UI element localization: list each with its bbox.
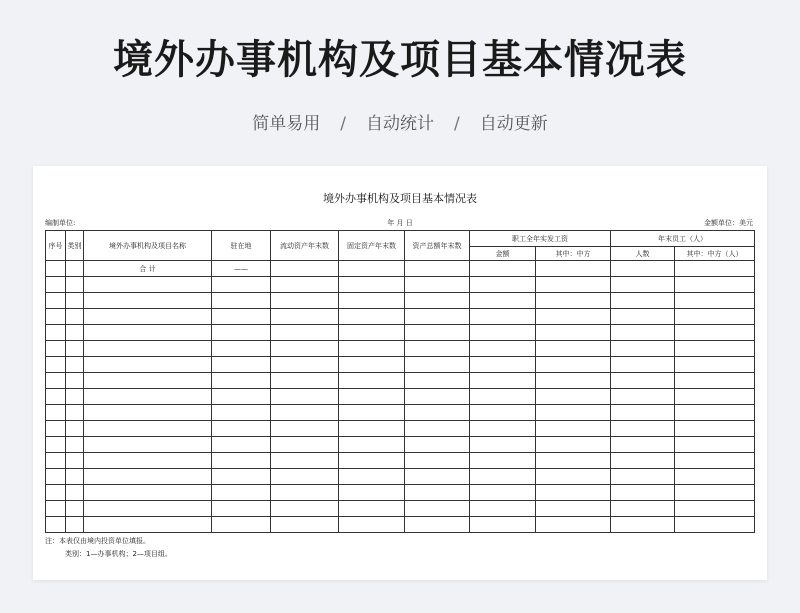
table-cell[interactable] [405,485,470,501]
table-cell[interactable] [339,293,405,309]
table-row [46,421,755,437]
table-cell[interactable] [66,261,84,277]
table-cell[interactable] [66,517,84,533]
table-cell[interactable] [675,421,755,437]
table-cell[interactable] [66,501,84,517]
table-cell[interactable] [675,517,755,533]
table-cell[interactable] [84,293,212,309]
date-label: 年 月 日 [387,219,413,227]
header-seq: 序号 [46,231,66,261]
table-cell[interactable] [271,453,339,469]
table-cell[interactable] [271,517,339,533]
table-cell[interactable] [84,389,212,405]
table-cell[interactable] [46,517,66,533]
table-cell[interactable] [536,485,611,501]
table-cell[interactable] [611,261,675,277]
table-cell[interactable] [271,293,339,309]
table-cell[interactable] [470,469,536,485]
table-cell[interactable] [470,325,536,341]
table-cell[interactable] [212,517,271,533]
table-cell[interactable] [84,453,212,469]
table-cell[interactable] [611,325,675,341]
table-row [46,357,755,373]
table-cell[interactable] [339,341,405,357]
table-cell[interactable] [405,293,470,309]
table-cell[interactable] [611,421,675,437]
table-cell[interactable] [339,309,405,325]
table-cell[interactable] [470,293,536,309]
feature-tag: 自动更新 [479,114,548,134]
table-cell[interactable] [611,469,675,485]
table-cell[interactable] [675,293,755,309]
header-wages-amount: 金额 [470,247,536,261]
table-cell[interactable] [46,389,66,405]
table-cell[interactable] [405,277,470,293]
page-title: 境外办事机构及项目基本情况表 [113,37,687,83]
table-cell[interactable] [405,261,470,277]
table-cell[interactable] [470,277,536,293]
table-cell[interactable] [271,485,339,501]
table-cell[interactable] [271,277,339,293]
table-cell[interactable] [675,405,755,421]
table-cell[interactable] [46,309,66,325]
table-cell[interactable] [611,501,675,517]
table-cell[interactable] [470,389,536,405]
table-cell[interactable] [212,357,271,373]
table-cell[interactable] [66,277,84,293]
table-cell[interactable] [611,485,675,501]
tag-separator: / [340,114,346,134]
table-cell[interactable] [84,517,212,533]
table-cell[interactable] [470,261,536,277]
table-row [46,501,755,517]
table-cell[interactable] [66,453,84,469]
table-row [46,405,755,421]
table-cell[interactable] [470,421,536,437]
header-current-assets: 流动资产年末数 [271,231,339,261]
table-cell[interactable] [611,405,675,421]
table-cell[interactable] [405,517,470,533]
table-cell[interactable] [339,261,405,277]
table-cell[interactable] [46,437,66,453]
header-fixed-assets: 固定资产年末数 [339,231,405,261]
table-cell[interactable] [405,453,470,469]
table-cell[interactable] [675,389,755,405]
table-cell[interactable] [271,501,339,517]
table-cell[interactable] [271,261,339,277]
table-cell[interactable] [675,261,755,277]
table-cell[interactable] [46,501,66,517]
table-cell[interactable] [675,453,755,469]
table-cell[interactable] [470,405,536,421]
header-staff-group: 年末员工（人） [611,231,755,247]
table-cell[interactable] [46,261,66,277]
table-cell[interactable] [611,373,675,389]
unit-label: 金额单位：美元 [704,219,753,227]
table-cell[interactable] [536,517,611,533]
table-cell[interactable] [470,517,536,533]
table-cell[interactable] [46,421,66,437]
table-row [46,469,755,485]
table-row [46,277,755,293]
table-cell[interactable] [536,437,611,453]
table-cell[interactable] [536,293,611,309]
table-cell[interactable] [536,389,611,405]
table-cell[interactable] [271,437,339,453]
table-cell[interactable] [405,437,470,453]
table-cell[interactable] [339,357,405,373]
table-cell[interactable] [46,277,66,293]
table-cell[interactable] [84,421,212,437]
table-cell[interactable] [611,517,675,533]
table-cell[interactable] [611,453,675,469]
table-cell[interactable] [271,405,339,421]
table-cell[interactable] [536,453,611,469]
table-cell[interactable] [66,437,84,453]
table-cell[interactable] [212,341,271,357]
table-cell[interactable] [405,357,470,373]
table-cell[interactable] [405,373,470,389]
table-cell[interactable] [84,325,212,341]
header-total-assets: 资产总额年末数 [405,231,470,261]
table-cell[interactable] [271,357,339,373]
table-cell[interactable] [212,277,271,293]
table-cell[interactable] [212,437,271,453]
table-cell[interactable] [675,437,755,453]
table-row [46,373,755,389]
table-cell[interactable] [271,421,339,437]
table-row [46,325,755,341]
total-label: 合 计 [84,261,212,277]
table-cell[interactable] [405,469,470,485]
feature-tags [0,112,800,136]
table-cell[interactable] [212,485,271,501]
table-cell[interactable] [339,453,405,469]
total-location-dash: —— [212,261,271,277]
document-title: 境外办事机构及项目基本情况表 [323,192,477,205]
table-cell[interactable] [212,501,271,517]
table-cell[interactable] [675,309,755,325]
table-cell[interactable] [212,373,271,389]
table-cell[interactable] [339,421,405,437]
header-wages-chinese: 其中：中方 [536,247,611,261]
table-cell[interactable] [212,325,271,341]
table-row [46,293,755,309]
table-cell[interactable] [66,309,84,325]
table-cell[interactable] [339,485,405,501]
table-cell[interactable] [339,373,405,389]
table-cell[interactable] [536,309,611,325]
table-row [46,453,755,469]
table-cell[interactable] [470,437,536,453]
table-cell[interactable] [675,341,755,357]
table-cell[interactable] [405,325,470,341]
table-row [46,485,755,501]
footnotes [45,535,172,561]
table-cell[interactable] [339,277,405,293]
table-cell[interactable] [536,261,611,277]
table-cell[interactable] [405,421,470,437]
table-cell[interactable] [84,341,212,357]
table-cell[interactable] [66,389,84,405]
table-cell[interactable] [611,437,675,453]
header-staff-chinese: 其中：中方（人） [675,247,755,261]
report-table [45,230,755,533]
table-cell[interactable] [339,469,405,485]
table-cell[interactable] [339,405,405,421]
table-cell[interactable] [405,341,470,357]
table-cell[interactable] [536,277,611,293]
table-cell[interactable] [470,341,536,357]
table-cell[interactable] [271,469,339,485]
table-cell[interactable] [339,389,405,405]
table-cell[interactable] [212,405,271,421]
table-cell[interactable] [46,341,66,357]
table-row [46,389,755,405]
table-cell[interactable] [339,437,405,453]
table-cell[interactable] [84,469,212,485]
table-cell[interactable] [339,517,405,533]
table-cell[interactable] [611,389,675,405]
table-row [46,341,755,357]
table-cell[interactable] [536,325,611,341]
table-cell[interactable] [536,405,611,421]
table-cell[interactable] [84,405,212,421]
table-cell[interactable] [66,325,84,341]
table-cell[interactable] [66,357,84,373]
table-cell[interactable] [405,405,470,421]
table-cell[interactable] [84,277,212,293]
table-cell[interactable] [66,485,84,501]
table-cell[interactable] [212,389,271,405]
table-cell[interactable] [675,485,755,501]
header-staff-count: 人数 [611,247,675,261]
table-cell[interactable] [66,293,84,309]
table-cell[interactable] [405,309,470,325]
table-cell[interactable] [84,437,212,453]
table-cell[interactable] [66,373,84,389]
table-cell[interactable] [46,405,66,421]
feature-tag: 自动统计 [366,114,434,134]
table-cell[interactable] [611,357,675,373]
table-cell[interactable] [84,373,212,389]
table-cell[interactable] [66,421,84,437]
header-category: 类别 [66,231,84,261]
table-cell[interactable] [84,501,212,517]
org-label: 编制单位: [45,219,76,227]
table-cell[interactable] [675,357,755,373]
table-cell[interactable] [675,501,755,517]
table-cell[interactable] [675,277,755,293]
table-cell[interactable] [470,357,536,373]
table-cell[interactable] [212,309,271,325]
table-cell[interactable] [611,309,675,325]
table-cell[interactable] [675,469,755,485]
table-cell[interactable] [470,453,536,469]
table-cell[interactable] [536,421,611,437]
table-cell[interactable] [46,469,66,485]
tag-separator: / [454,114,460,134]
table-cell[interactable] [405,501,470,517]
table-cell[interactable] [339,325,405,341]
table-cell[interactable] [84,485,212,501]
table-cell[interactable] [675,325,755,341]
table-cell[interactable] [536,357,611,373]
table-cell[interactable] [271,389,339,405]
table-cell[interactable] [46,453,66,469]
table-cell[interactable] [470,501,536,517]
table-cell[interactable] [46,373,66,389]
table-cell[interactable] [339,501,405,517]
table-cell[interactable] [46,293,66,309]
header-location: 驻在地 [212,231,271,261]
table-cell[interactable] [212,421,271,437]
table-row [46,309,755,325]
table-cell[interactable] [212,293,271,309]
table-cell[interactable] [66,341,84,357]
table-cell[interactable] [46,325,66,341]
footnote-scope: 注：本表仅由境内投资单位填报。 [45,537,150,545]
footnote-category: 类别：1—办事机构；2—项目组。 [65,550,172,558]
feature-tag: 简单易用 [252,114,321,134]
table-row [46,437,755,453]
table-cell[interactable] [212,469,271,485]
table-cell[interactable] [271,309,339,325]
table-cell[interactable] [271,325,339,341]
table-cell[interactable] [84,357,212,373]
table-cell[interactable] [470,485,536,501]
table-cell[interactable] [46,357,66,373]
table-cell[interactable] [271,341,339,357]
table-row [46,517,755,533]
table-cell[interactable] [212,453,271,469]
table-cell[interactable] [536,373,611,389]
table-cell[interactable] [405,389,470,405]
table-cell[interactable] [470,309,536,325]
document-sheet [33,166,767,580]
header-wages-group: 职工全年实发工资 [470,231,611,247]
table-cell[interactable] [675,373,755,389]
header-name: 境外办事机构及项目名称 [84,231,212,261]
table-cell[interactable] [611,341,675,357]
total-row [46,261,755,277]
table-cell[interactable] [84,309,212,325]
table-cell[interactable] [66,469,84,485]
table-cell[interactable] [470,373,536,389]
table-cell[interactable] [611,277,675,293]
table-cell[interactable] [536,341,611,357]
table-cell[interactable] [66,405,84,421]
table-cell[interactable] [46,485,66,501]
table-cell[interactable] [536,501,611,517]
table-cell[interactable] [271,373,339,389]
table-cell[interactable] [611,293,675,309]
table-cell[interactable] [536,469,611,485]
